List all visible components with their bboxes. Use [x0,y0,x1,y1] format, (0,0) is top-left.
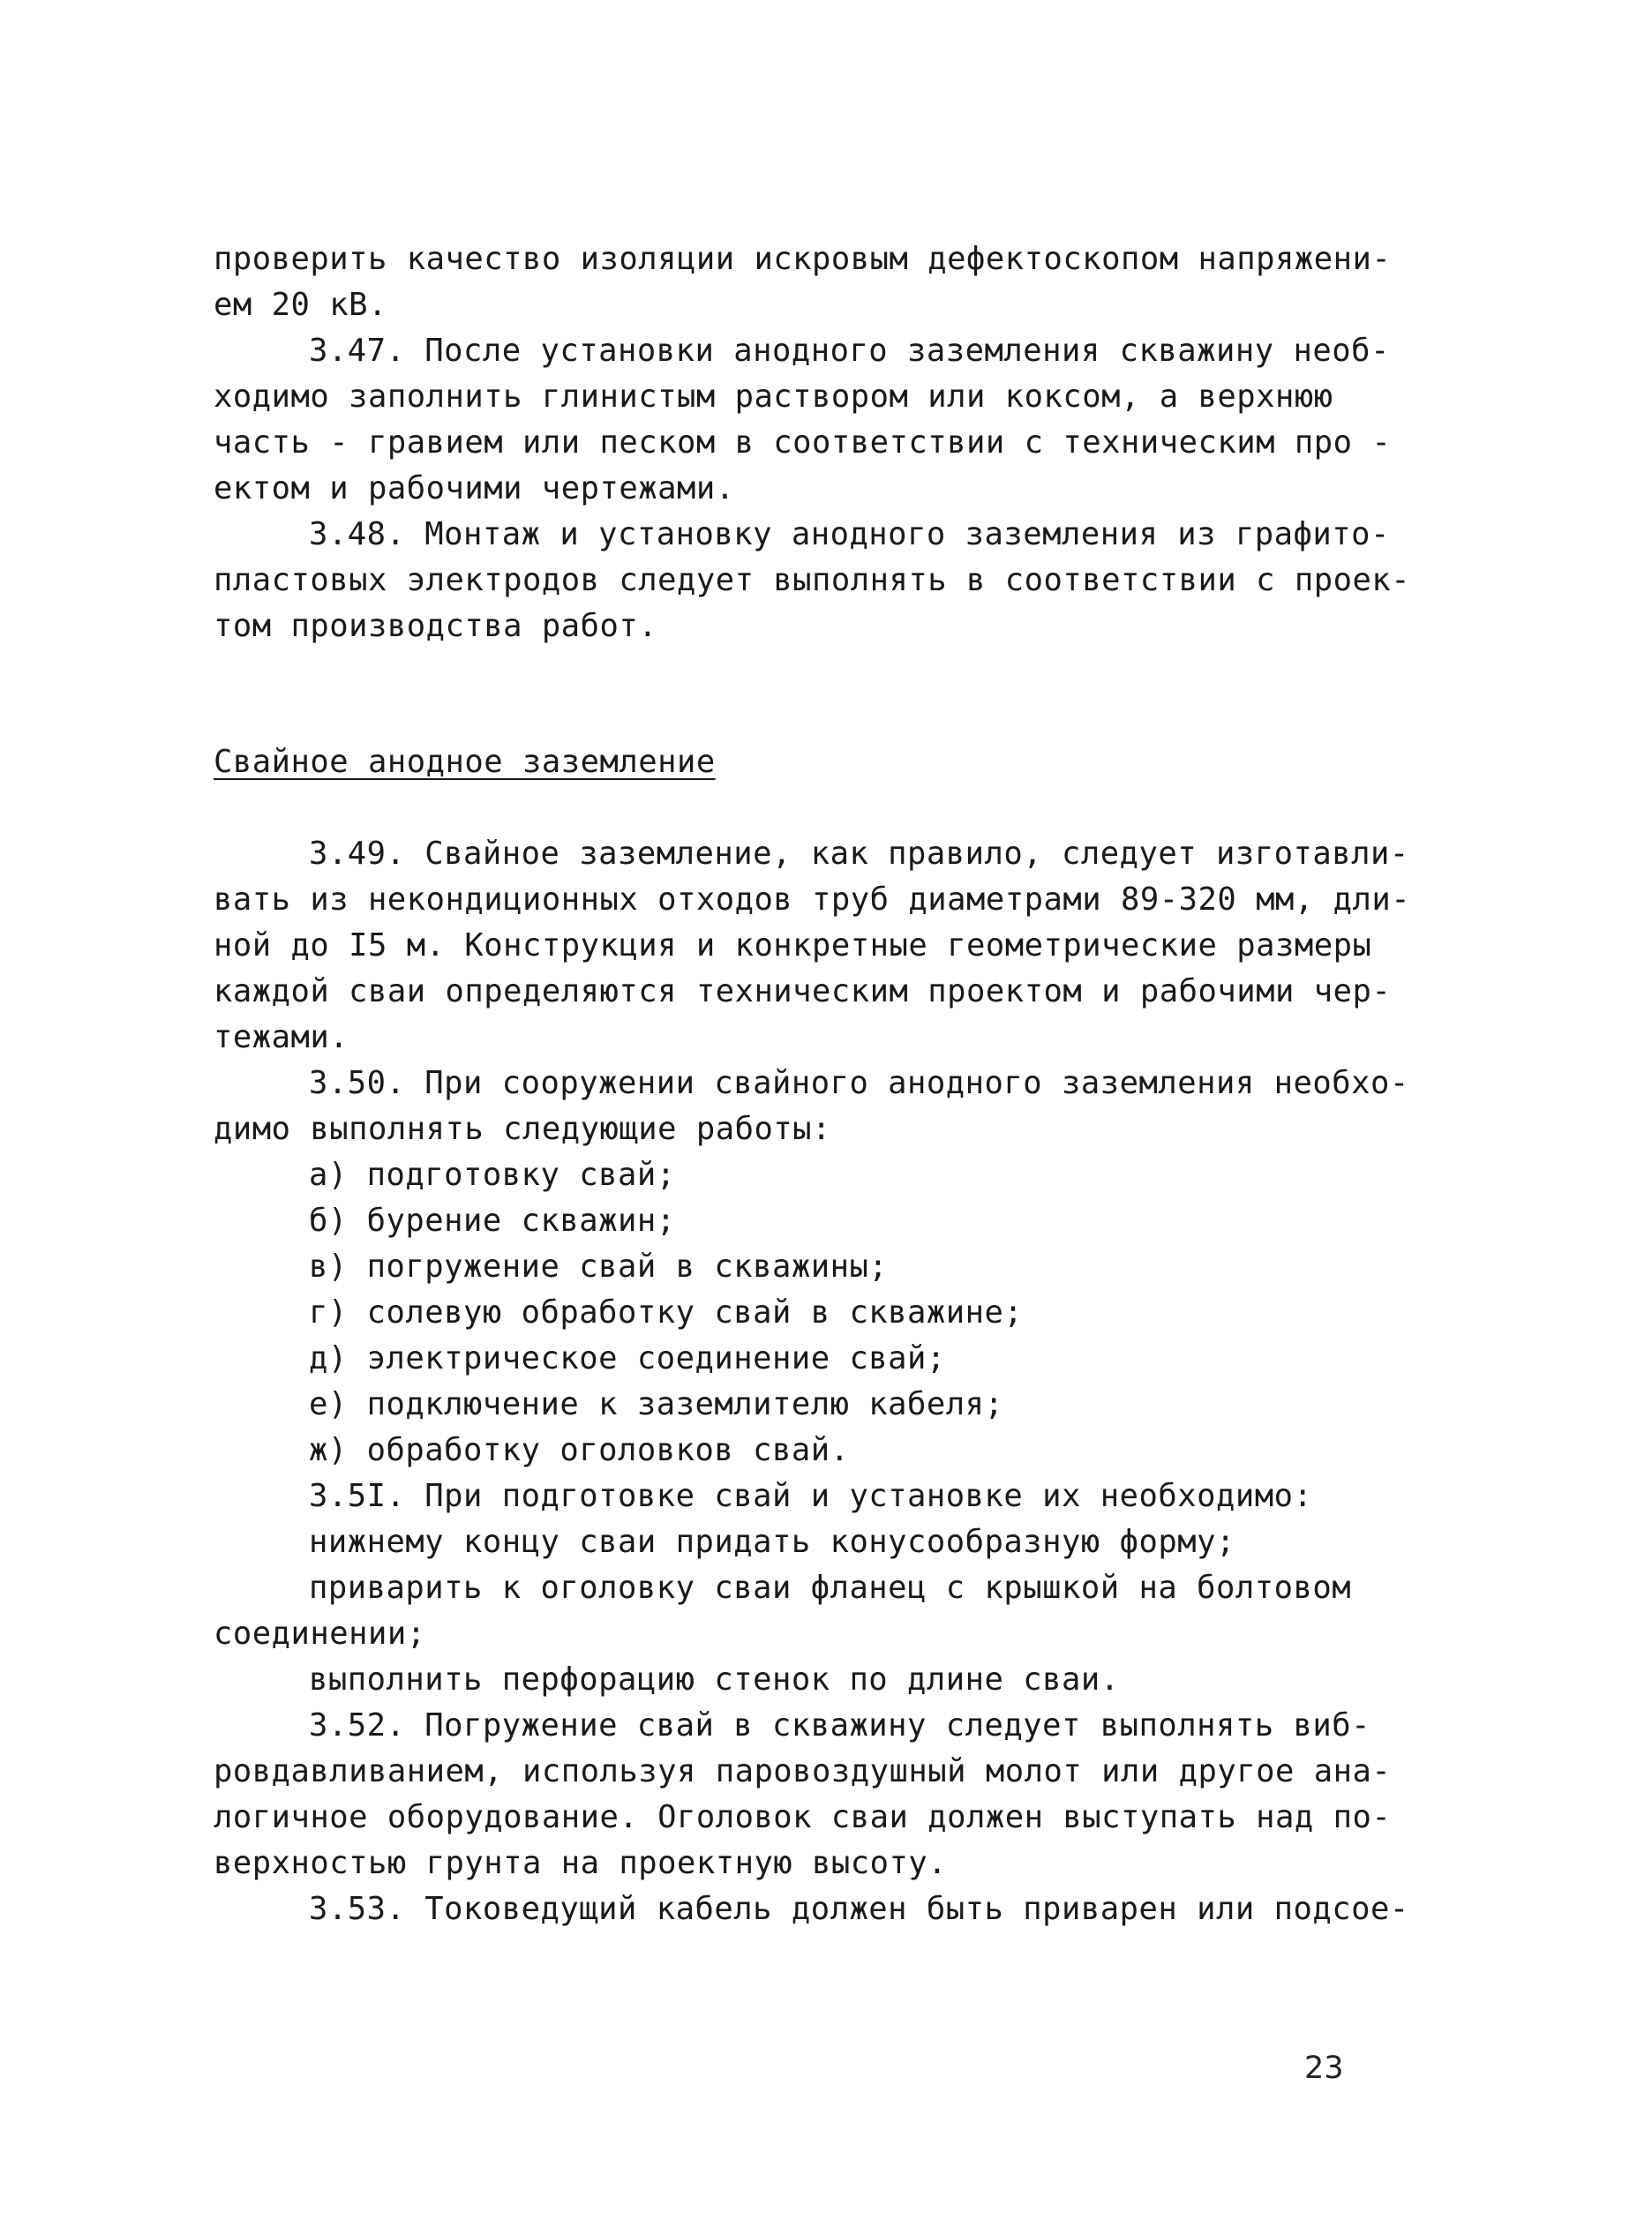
section-heading: Свайное анодное заземление [214,744,716,780]
text-line: соединении; [214,1616,426,1652]
text-line: димо выполнять следующие работы: [214,1111,831,1147]
text-line: ектом и рабочими чертежами. [214,470,735,506]
text-line: ровдавливанием, используя паровоздушный молот или другое ана- [214,1753,1392,1789]
text-line: нижнему концу сваи придать конусообразную форму; [309,1524,1235,1560]
text-line: часть - гравием или песком в соответствии с техническим про - [214,424,1392,461]
text-line: логичное оборудование. Оголовок сваи должен выступать над по- [214,1799,1392,1835]
paragraph-3-53-start: 3.53. Токоведущий кабель должен быть приварен или подсое- [309,1891,1409,1927]
text-line: пластовых электродов следует выполнять в соответствии с проек- [214,562,1411,598]
list-item: в) погружение свай в скважины; [309,1249,889,1285]
text-line: каждой сваи определяются техническим проектом и рабочими чер- [214,973,1392,1009]
text-line: том производства работ. [214,608,658,644]
paragraph-3-52-start: 3.52. Погружение свай в скважину следует выполнять виб- [309,1707,1371,1744]
text-line: проверить качество изоляции искровым дефектоскопом напряжени- [214,241,1392,277]
text-line: ходимо заполнить глинистым раствором или коксом, а верхнюю [214,379,1333,415]
list-item: д) электрическое соединение свай; [309,1340,946,1376]
text-line: верхностью грунта на проектную высоту. [214,1845,948,1881]
text-line: приварить к оголовку сваи фланец с крышкой на болтовом [309,1570,1352,1606]
paragraph-3-50-start: 3.50. При сооружении свайного анодного заземления необхо- [309,1065,1409,1101]
list-item: б) бурение скважин; [309,1203,676,1239]
list-item: е) подключение к заземлителю кабеля; [309,1386,1004,1422]
paragraph-3-49-start: 3.49. Свайное заземление, как правило, следует изготавли- [309,836,1409,872]
paragraph-3-47-start: 3.47. После установки анодного заземления скважину необ- [309,333,1390,369]
paragraph-3-51-start: 3.5I. При подготовке свай и установке их необходимо: [309,1478,1313,1514]
text-line: вать из некондиционных отходов труб диаметрами 89-320 мм, дли- [214,881,1411,918]
list-item: г) солевую обработку свай в скважине; [309,1294,1024,1331]
text-line: ем 20 кВ. [214,287,387,323]
text-line: тежами. [214,1019,349,1055]
paragraph-3-48-start: 3.48. Монтаж и установку анодного заземления из графито- [309,516,1390,552]
page-number: 23 [1304,2051,1344,2086]
list-item: а) подготовку свай; [309,1157,676,1193]
text-line: ной до I5 м. Конструкция и конкретные геометрические размеры [214,927,1372,964]
list-item: ж) обработку оголовков свай. [309,1432,850,1468]
text-line: выполнить перфорацию стенок по длине сваи. [309,1661,1120,1698]
